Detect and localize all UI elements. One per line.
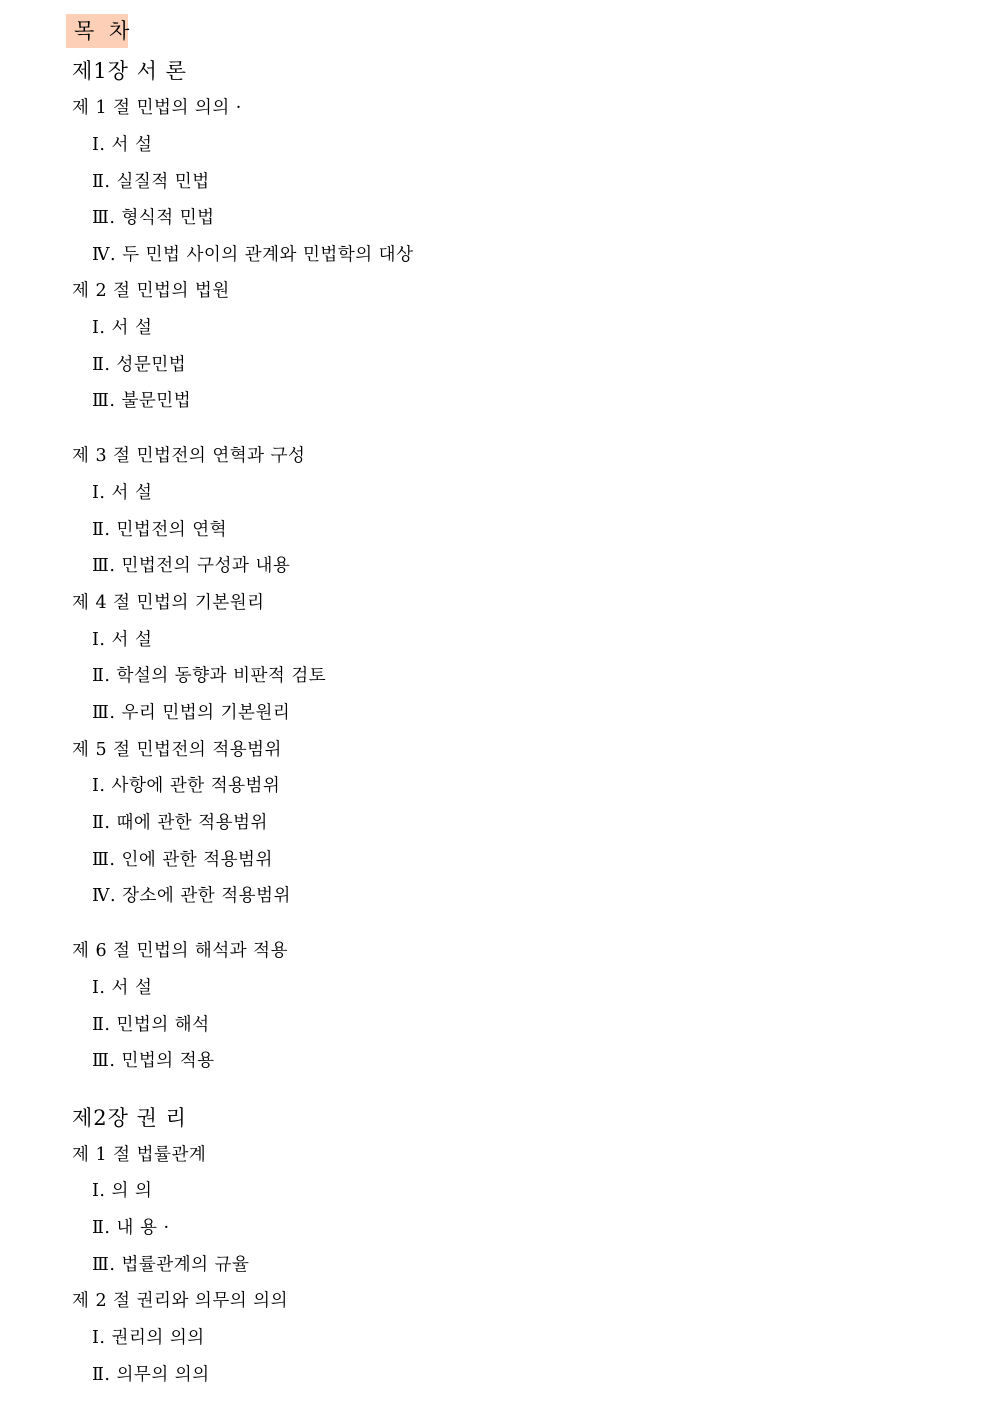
toc-item[interactable]: Ⅱ. 성문민법: [92, 355, 187, 375]
toc-item[interactable]: Ⅰ. 서 설: [92, 318, 153, 338]
section-heading-1-6[interactable]: 제 6 절 민법의 해석과 적용: [72, 941, 288, 961]
toc-item[interactable]: Ⅲ. 인에 관한 적용범위: [92, 850, 273, 870]
toc-item[interactable]: Ⅱ. 민법전의 연혁: [92, 520, 228, 540]
toc-item[interactable]: Ⅱ. 민법의 해석: [92, 1015, 210, 1035]
toc-item[interactable]: Ⅲ. 민법의 적용: [92, 1051, 215, 1071]
section-heading-2-2[interactable]: 제 2 절 권리와 의무의 의의: [72, 1291, 288, 1311]
toc-item[interactable]: Ⅱ. 실질적 민법: [92, 172, 210, 192]
chapter-heading-2[interactable]: 제2장 권 리: [72, 1106, 187, 1130]
toc-item[interactable]: Ⅰ. 권리의 의의: [92, 1328, 205, 1348]
toc-item[interactable]: Ⅳ. 장소에 관한 적용범위: [92, 886, 291, 906]
section-heading-1-1[interactable]: 제 1 절 민법의 의의 ·: [72, 98, 242, 118]
toc-item[interactable]: Ⅲ. 우리 민법의 기본원리: [92, 703, 291, 723]
toc-item[interactable]: Ⅲ. 형식적 민법: [92, 208, 215, 228]
section-heading-1-2[interactable]: 제 2 절 민법의 법원: [72, 281, 230, 301]
toc-item[interactable]: Ⅲ. 민법전의 구성과 내용: [92, 556, 291, 576]
chapter-heading-1[interactable]: 제1장 서 론: [72, 59, 187, 83]
toc-item[interactable]: Ⅰ. 서 설: [92, 135, 153, 155]
toc-item[interactable]: Ⅲ. 불문민법: [92, 391, 192, 411]
toc-item[interactable]: Ⅲ. 법률관계의 규율: [92, 1255, 250, 1275]
toc-item[interactable]: Ⅳ. 두 민법 사이의 관계와 민법학의 대상: [92, 245, 414, 265]
section-heading-1-4[interactable]: 제 4 절 민법의 기본원리: [72, 593, 265, 613]
section-heading-1-5[interactable]: 제 5 절 민법전의 적용범위: [72, 740, 282, 760]
toc-item[interactable]: Ⅱ. 내 용 ·: [92, 1218, 170, 1238]
toc-item[interactable]: Ⅱ. 의무의 의의: [92, 1365, 210, 1385]
section-heading-2-1[interactable]: 제 1 절 법률관계: [72, 1145, 207, 1165]
toc-item[interactable]: Ⅱ. 때에 관한 적용범위: [92, 813, 268, 833]
toc-heading: 목 차: [66, 14, 128, 48]
section-heading-1-3[interactable]: 제 3 절 민법전의 연혁과 구성: [72, 446, 306, 466]
toc-item[interactable]: Ⅰ. 사항에 관한 적용범위: [92, 776, 281, 796]
toc-item[interactable]: Ⅰ. 서 설: [92, 978, 153, 998]
toc-item[interactable]: Ⅰ. 서 설: [92, 630, 153, 650]
toc-item[interactable]: Ⅰ. 서 설: [92, 483, 153, 503]
toc-item[interactable]: Ⅰ. 의 의: [92, 1181, 153, 1201]
toc-item[interactable]: Ⅱ. 학설의 동향과 비판적 검토: [92, 666, 327, 686]
